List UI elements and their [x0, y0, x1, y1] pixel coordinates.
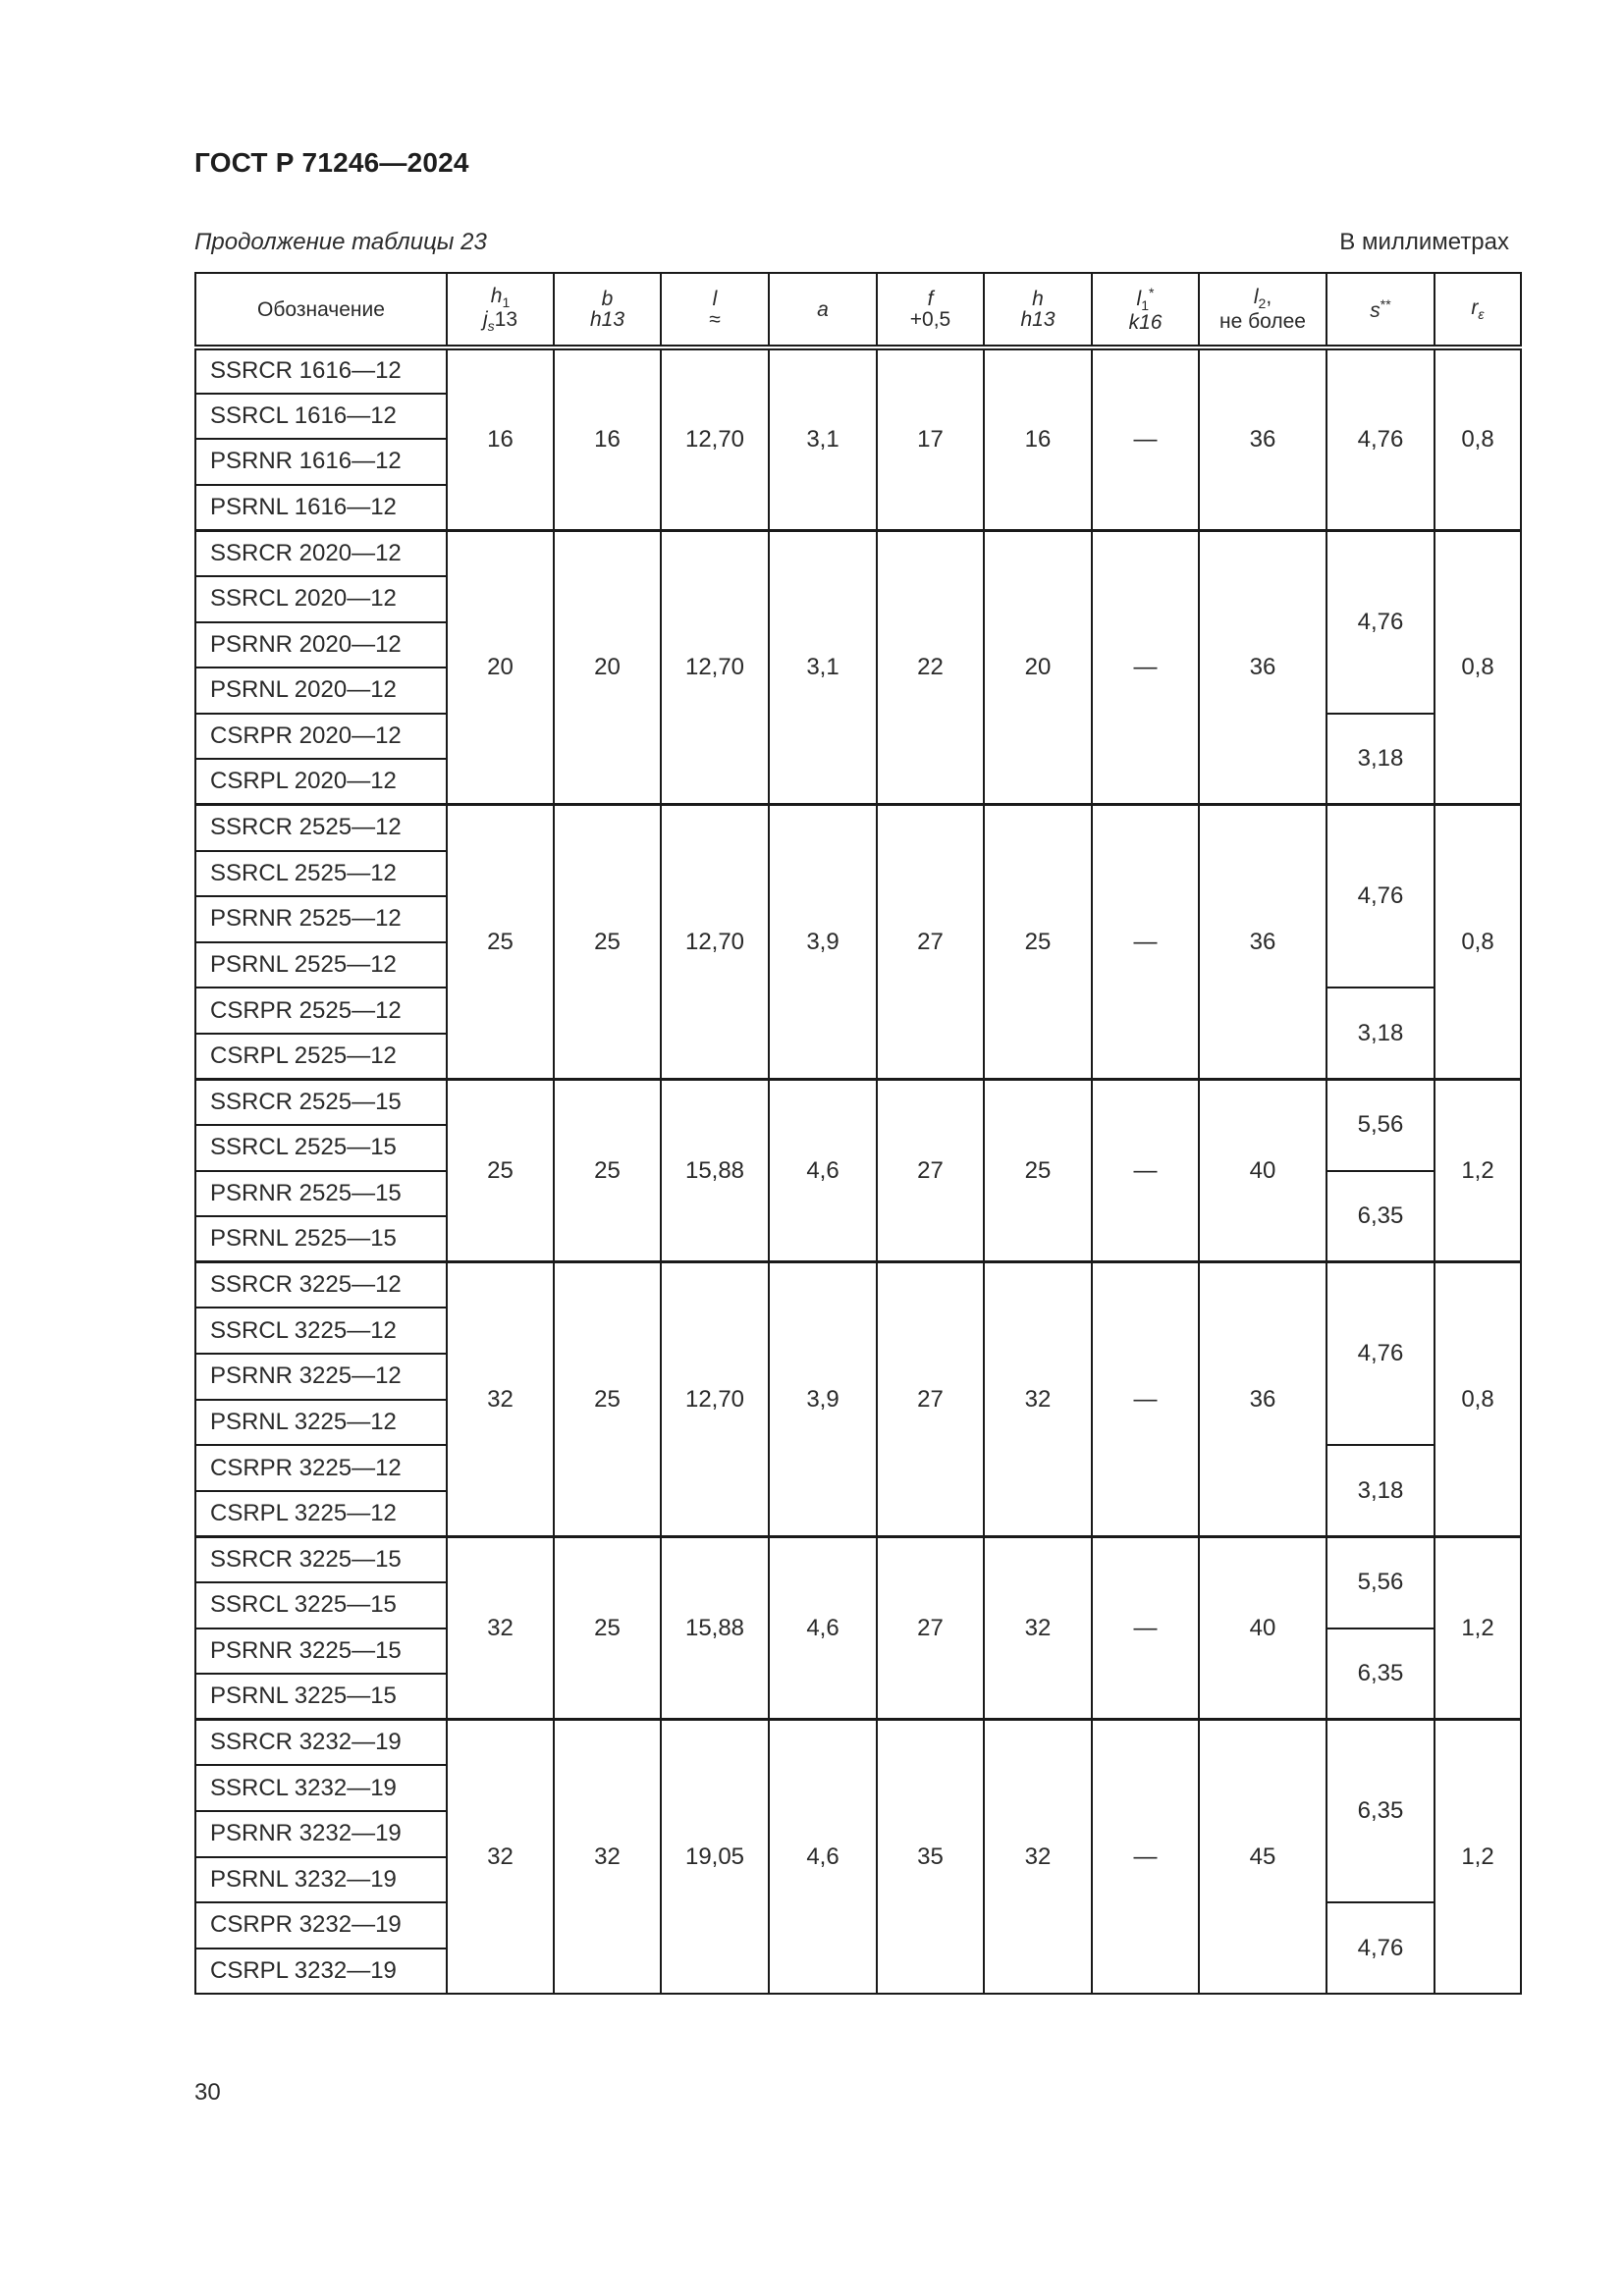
cell-l1: — — [1092, 530, 1199, 805]
table-group — [195, 1262, 1521, 1537]
table-row — [195, 347, 1521, 394]
cell-b: 25 — [554, 1080, 661, 1262]
designation-cell: SSRCR 3225—12 — [195, 1262, 447, 1308]
cell-f: 35 — [877, 1720, 984, 1995]
cell-l1: — — [1092, 1262, 1199, 1537]
table-group — [195, 347, 1521, 530]
table-group — [195, 1536, 1521, 1719]
cell-a: 4,6 — [769, 1080, 877, 1262]
cell-r: 0,8 — [1435, 347, 1521, 530]
designation-cell: CSRPL 2020—12 — [195, 759, 447, 805]
cell-h: 25 — [984, 805, 1092, 1080]
cell-l2: 36 — [1199, 530, 1326, 805]
table-header-row — [195, 273, 1521, 347]
cell-s: 4,76 — [1326, 1262, 1435, 1445]
designation-cell: PSRNR 3225—15 — [195, 1629, 447, 1675]
cell-l2: 45 — [1199, 1720, 1326, 1995]
cell-l2: 36 — [1199, 805, 1326, 1080]
designation-cell: CSRPL 3225—12 — [195, 1491, 447, 1537]
cell-l: 12,70 — [661, 347, 769, 530]
cell-s: 3,18 — [1326, 1445, 1435, 1536]
designation-cell: SSRCR 2020—12 — [195, 530, 447, 576]
designation-cell: PSRNR 2525—12 — [195, 896, 447, 942]
cell-h: 32 — [984, 1720, 1092, 1995]
header-h1: $h_1$ $j_s13$ — [447, 273, 554, 347]
cell-a: 3,9 — [769, 805, 877, 1080]
table-row — [195, 1536, 1521, 1582]
cell-s: 4,76 — [1326, 530, 1435, 713]
cell-b: 16 — [554, 347, 661, 530]
designation-cell: SSRCL 3225—12 — [195, 1308, 447, 1354]
cell-f: 22 — [877, 530, 984, 805]
designation-cell: CSRPR 3232—19 — [195, 1902, 447, 1949]
table-group — [195, 1080, 1521, 1262]
cell-l: 12,70 — [661, 530, 769, 805]
designation-cell: SSRCL 1616—12 — [195, 394, 447, 440]
cell-r: 1,2 — [1435, 1720, 1521, 1995]
designation-cell: PSRNL 1616—12 — [195, 485, 447, 531]
cell-l1: — — [1092, 805, 1199, 1080]
header-a: a — [769, 273, 877, 347]
header-f: f +0,5 — [877, 273, 984, 347]
cell-h1: 32 — [447, 1720, 554, 1995]
cell-s: 3,18 — [1326, 714, 1435, 805]
cell-s: 4,76 — [1326, 1902, 1435, 1994]
cell-l1: — — [1092, 347, 1199, 530]
cell-l2: 36 — [1199, 347, 1326, 530]
designation-cell: SSRCR 3232—19 — [195, 1720, 447, 1766]
cell-s: 6,35 — [1326, 1171, 1435, 1262]
cell-a: 3,1 — [769, 347, 877, 530]
cell-a: 4,6 — [769, 1720, 877, 1995]
designation-cell: PSRNL 2525—12 — [195, 942, 447, 988]
cell-h: 20 — [984, 530, 1092, 805]
table-row — [195, 1262, 1521, 1308]
cell-s: 4,76 — [1326, 805, 1435, 988]
cell-r: 1,2 — [1435, 1080, 1521, 1262]
cell-l: 15,88 — [661, 1080, 769, 1262]
table-row — [195, 1720, 1521, 1766]
cell-l: 15,88 — [661, 1536, 769, 1719]
cell-s: 4,76 — [1326, 347, 1435, 530]
designation-cell: CSRPL 2525—12 — [195, 1034, 447, 1080]
cell-b: 25 — [554, 1536, 661, 1719]
header-h: h h13 — [984, 273, 1092, 347]
cell-s: 5,56 — [1326, 1536, 1435, 1628]
header-r: $r_\varepsilon$ — [1435, 273, 1521, 347]
designation-cell: SSRCR 1616—12 — [195, 347, 447, 394]
cell-l2: 40 — [1199, 1080, 1326, 1262]
designation-cell: PSRNL 2020—12 — [195, 667, 447, 714]
cell-s: 6,35 — [1326, 1629, 1435, 1720]
designation-cell: PSRNL 2525—15 — [195, 1216, 447, 1262]
cell-l1: — — [1092, 1720, 1199, 1995]
dimensions-table — [194, 272, 1522, 1995]
cell-f: 27 — [877, 1080, 984, 1262]
designation-cell: SSRCL 2525—15 — [195, 1125, 447, 1171]
cell-f: 17 — [877, 347, 984, 530]
designation-cell: CSRPR 2525—12 — [195, 988, 447, 1034]
cell-l1: — — [1092, 1536, 1199, 1719]
cell-b: 20 — [554, 530, 661, 805]
cell-l2: 40 — [1199, 1536, 1326, 1719]
table-group — [195, 805, 1521, 1080]
cell-r: 1,2 — [1435, 1536, 1521, 1719]
designation-cell: SSRCR 3225—15 — [195, 1536, 447, 1582]
cell-h: 25 — [984, 1080, 1092, 1262]
cell-l2: 36 — [1199, 1262, 1326, 1537]
table-group — [195, 530, 1521, 805]
cell-b: 32 — [554, 1720, 661, 1995]
cell-l: 12,70 — [661, 1262, 769, 1537]
cell-a: 3,9 — [769, 1262, 877, 1537]
cell-r: 0,8 — [1435, 1262, 1521, 1537]
designation-cell: SSRCR 2525—12 — [195, 805, 447, 851]
header-designation: Обозначение — [195, 273, 447, 347]
designation-cell: CSRPL 3232—19 — [195, 1949, 447, 1995]
cell-h: 32 — [984, 1262, 1092, 1537]
designation-cell: SSRCL 2020—12 — [195, 576, 447, 622]
designation-cell: PSRNR 2525—15 — [195, 1171, 447, 1217]
document-title: ГОСТ Р 71246—2024 — [194, 147, 469, 178]
designation-cell: PSRNR 3225—12 — [195, 1354, 447, 1400]
cell-h1: 25 — [447, 1080, 554, 1262]
header-l1: $l_1^*$ k16 — [1092, 273, 1199, 347]
header-l2: $l_2$, не более — [1199, 273, 1326, 347]
designation-cell: SSRCL 3225—15 — [195, 1582, 447, 1629]
table-group — [195, 1720, 1521, 1995]
designation-cell: SSRCL 2525—12 — [195, 851, 447, 897]
cell-a: 4,6 — [769, 1536, 877, 1719]
cell-r: 0,8 — [1435, 805, 1521, 1080]
cell-l: 12,70 — [661, 805, 769, 1080]
cell-h1: 32 — [447, 1536, 554, 1719]
cell-h1: 20 — [447, 530, 554, 805]
designation-cell: CSRPR 3225—12 — [195, 1445, 447, 1491]
cell-h1: 16 — [447, 347, 554, 530]
cell-a: 3,1 — [769, 530, 877, 805]
cell-b: 25 — [554, 1262, 661, 1537]
cell-s: 6,35 — [1326, 1720, 1435, 1902]
header-l: l ≈ — [661, 273, 769, 347]
cell-h1: 32 — [447, 1262, 554, 1537]
cell-r: 0,8 — [1435, 530, 1521, 805]
header-s: s** — [1326, 273, 1435, 347]
cell-f: 27 — [877, 805, 984, 1080]
cell-b: 25 — [554, 805, 661, 1080]
cell-s: 5,56 — [1326, 1080, 1435, 1171]
cell-h: 32 — [984, 1536, 1092, 1719]
page-number: 30 — [194, 2079, 221, 2106]
cell-h1: 25 — [447, 805, 554, 1080]
cell-h: 16 — [984, 347, 1092, 530]
designation-cell: PSRNR 2020—12 — [195, 622, 447, 668]
cell-f: 27 — [877, 1536, 984, 1719]
cell-s: 3,18 — [1326, 988, 1435, 1079]
table-row — [195, 530, 1521, 576]
designation-cell: PSRNL 3232—19 — [195, 1857, 447, 1903]
table-row — [195, 1080, 1521, 1126]
designation-cell: SSRCL 3232—19 — [195, 1765, 447, 1811]
designation-cell: PSRNR 1616—12 — [195, 439, 447, 485]
header-b: b h13 — [554, 273, 661, 347]
cell-f: 27 — [877, 1262, 984, 1537]
designation-cell: PSRNL 3225—15 — [195, 1674, 447, 1720]
cell-l: 19,05 — [661, 1720, 769, 1995]
table-row — [195, 805, 1521, 851]
table-continuation-caption: Продолжение таблицы 23 — [194, 229, 487, 255]
designation-cell: SSRCR 2525—15 — [195, 1080, 447, 1126]
designation-cell: PSRNL 3225—12 — [195, 1400, 447, 1446]
units-caption: В миллиметрах — [1339, 229, 1509, 255]
designation-cell: PSRNR 3232—19 — [195, 1811, 447, 1857]
designation-cell: CSRPR 2020—12 — [195, 714, 447, 760]
cell-l1: — — [1092, 1080, 1199, 1262]
